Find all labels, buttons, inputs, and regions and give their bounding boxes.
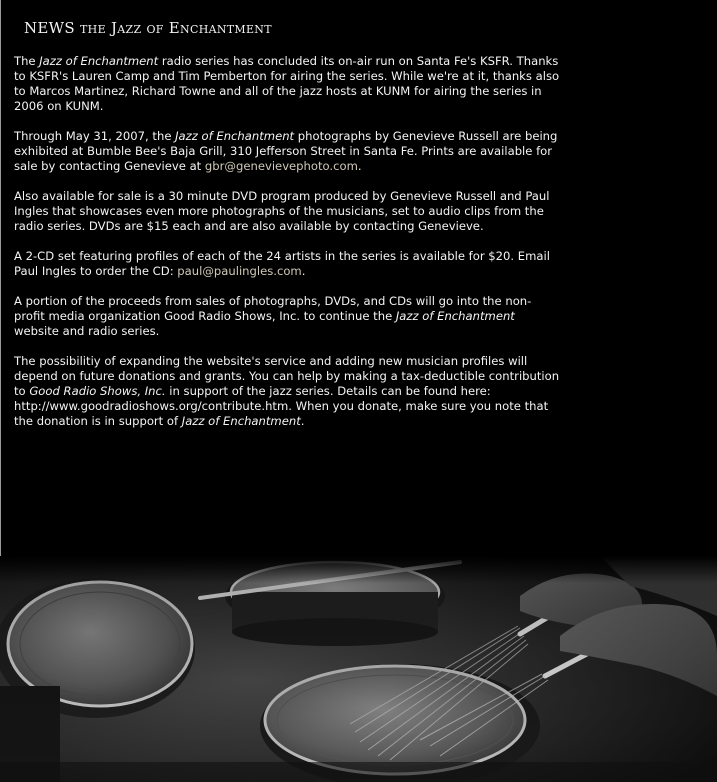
emphasis-series-name: Jazz of Enchantment	[181, 414, 301, 428]
text-span: Also available for sale is a 30 minute DVD program produced by Genevieve Russell and Paul Ingles that showcases even more photographs of the musicians, set to audio clips from the radio series. DVDs are $15 each and are also available by contacting Genevieve.	[14, 189, 550, 233]
text-span: website and radio series.	[14, 324, 160, 338]
text-span: A 2-CD set featuring profiles of each of the 24 artists in the series is available for $20. Email Paul Ingles to order the CD:	[14, 249, 550, 278]
paragraph-proceeds	[14, 294, 562, 339]
left-border-rule	[0, 0, 1, 556]
title-jazz-of-enchantment: the Jazz of Enchantment	[80, 19, 272, 37]
text-span: radio series has concluded its on-air run on Santa Fe's KSFR. Thanks to KSFR's Lauren Camp and Tim Pemberton for airing the series. While we're at it, thanks also to Marcos Martinez, Richard Towne and all of the jazz hosts at KUNM for airing the series in 2006 on KUNM.	[14, 54, 560, 113]
emphasis-series-name: Jazz of Enchantment	[395, 309, 515, 323]
text-span: Through May 31, 2007, the	[14, 129, 176, 143]
text-span: A portion of the proceeds from sales of photographs, DVDs, and CDs will go into the non-profit media organization Good Radio Shows, Inc. to continue the	[14, 294, 532, 323]
text-span: in support of the jazz series. Details can be found here:	[165, 384, 491, 398]
paragraph-radio-series	[14, 54, 562, 114]
text-span: The possibilitiy of expanding the website's service and adding new musician profiles will depend on future donations and grants. You can help by making a tax-deductible contribution to	[14, 354, 560, 398]
page-title	[24, 18, 272, 38]
text-span: .	[301, 264, 306, 278]
emphasis-series-name: Jazz of Enchantment	[175, 129, 295, 143]
paragraph-dvd	[14, 189, 562, 234]
emphasis-organization-name: Good Radio Shows, Inc.	[29, 384, 166, 398]
paragraph-cd-set	[14, 249, 562, 279]
paragraph-photographs	[14, 129, 562, 174]
text-span: The	[14, 54, 40, 68]
text-span: .	[357, 159, 362, 173]
text-span: photographs by Genevieve Russell are being exhibited at Bumble Bee's Baja Grill, 310 Jefferson Street in Santa Fe. Prints are available for sale by contacting Genevieve at	[14, 129, 558, 173]
paragraph-donations	[14, 354, 562, 429]
contribute-url[interactable]: http://www.goodradioshows.org/contribute.htm	[14, 399, 289, 413]
email-link-paul[interactable]: paul@paulingles.com	[177, 264, 302, 278]
email-link-genevieve[interactable]: gbr@genevievephoto.com	[204, 159, 358, 173]
emphasis-series-name: Jazz of Enchantment	[39, 54, 159, 68]
title-news: NEWS	[24, 19, 75, 37]
text-span: . When you donate, make sure you note that the donation is in support of	[14, 399, 549, 428]
news-content	[14, 54, 562, 444]
text-span: .	[300, 414, 305, 428]
drummer-photo	[0, 556, 717, 782]
